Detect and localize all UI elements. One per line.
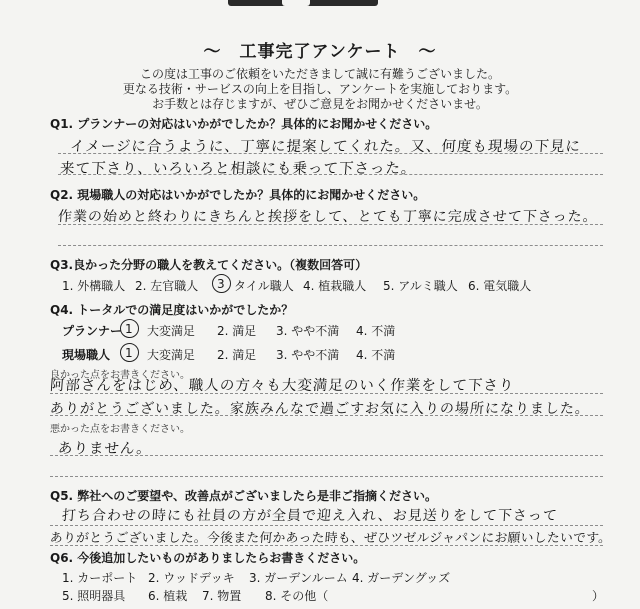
q3-question: Q3.良かった分野の職人を教えてください。（複数回答可） (50, 258, 368, 272)
q2-line-2 (58, 245, 603, 246)
q3-option-5: 5. アルミ職人 (383, 279, 458, 293)
q5-line-1 (50, 525, 603, 526)
q6-option-1: 1. カーポート (62, 571, 138, 585)
q2-question: Q2. 現場職人の対応はいかがでしたか？具体的にお聞かせください。 (50, 188, 426, 202)
q5-question: Q5. 弊社へのご要望や、改善点がございましたら是非ご指摘ください。 (50, 489, 438, 503)
cropped-heading-gap (282, 0, 310, 6)
q3-option-2: 2. 左官職人 (135, 279, 199, 293)
q4-craftsman-option-2: 2. 満足 (217, 348, 257, 362)
intro-line-3: お手数とは存じますが、ぜひご意見をお聞かせくださいませ。 (152, 97, 488, 111)
q6-option-8-close: ） (592, 589, 605, 603)
q6-option-5: 5. 照明器具 (62, 589, 126, 603)
q1-question: Q1. プランナーの対応はいかがでしたか？具体的にお聞かせください。 (50, 117, 438, 131)
q4-good-answer-line-1: 阿部さんをはじめ、職人の方々も大変満足のいく作業をして下さり (49, 378, 515, 394)
q5-answer-line-2: ありがとうございました。今後また何かあった時も、ぜひツゼルジャパンにお願いしたいです。 (49, 531, 612, 546)
cropped-top-edge (0, 0, 640, 14)
q4-planner-option-4: 4. 不満 (356, 324, 396, 338)
q3-option-6: 6. 電気職人 (468, 279, 532, 293)
intro-line-1: この度は工事のご依頼をいただきまして誠に有難うございました。 (139, 67, 500, 81)
q6-question: Q6. 今後追加したいものがありましたらお書きください。 (50, 551, 366, 565)
q4-craftsman-option-1-number: 1 (125, 346, 133, 360)
q4-planner-label: プランナー (62, 324, 123, 338)
q5-answer-line-1: 打ち合わせの時にも社員の方が全員で迎え入れ、お見送りをして下さって (61, 508, 559, 524)
q4-craftsman-option-4: 4. 不満 (356, 348, 396, 362)
q6-option-7: 7. 物置 (202, 589, 242, 603)
q6-option-3: 3. ガーデンルーム (249, 571, 348, 585)
q4-good-points-label: 良かった点をお書きください。 (50, 370, 190, 381)
intro-line-2: 更なる技術・サービスの向上を目指し、アンケートを実施しております。 (122, 82, 518, 96)
q4-craftsman-label: 現場職人 (62, 348, 111, 362)
q4-craftsman-option-3: 3. やや不満 (276, 348, 340, 362)
q4-bad-points-label: 悪かった点をお書きください。 (50, 424, 190, 435)
q1-answer-line-1: イメージに合うように、丁寧に提案してくれた。又、何度も現場の下見に (69, 139, 582, 155)
q4-good-answer-line-2: ありがとうございました。家族みんなで過ごすお気に入りの場所になりました。 (49, 401, 591, 417)
q4-question: Q4. トータルでの満足度はいかがでしたか？ (50, 303, 294, 317)
q4-planner-option-1-number: 1 (125, 322, 133, 336)
q3-option-1: 1. 外構職人 (62, 279, 126, 293)
q6-option-8: 8. その他（ (265, 589, 329, 603)
q4-planner-option-1-label: 大変満足 (147, 324, 196, 338)
q1-answer-line-2: 来て下さり、いろいろと相談にも乗って下さった。 (59, 161, 417, 177)
q6-option-2: 2. ウッドデッキ (148, 571, 235, 585)
q4-craftsman-option-1-label: 大変満足 (147, 348, 196, 362)
q3-option-3-label: タイル職人 (234, 279, 294, 293)
q6-option-6: 6. 植栽 (148, 589, 188, 603)
page-title: ～ 工事完了アンケート ～ (203, 42, 437, 62)
q3-option-4: 4. 植栽職人 (303, 279, 367, 293)
q4-planner-option-2: 2. 満足 (217, 324, 257, 338)
q4-planner-option-3: 3. やや不満 (276, 324, 340, 338)
q2-answer: 作業の始めと終わりにきちんと挨拶をして、とても丁寧に完成させて下さった。 (57, 209, 599, 225)
q3-option-3-number: 3 (217, 277, 225, 291)
q4-bad-line-2 (50, 476, 603, 477)
q4-bad-answer: ありません。 (57, 441, 153, 457)
q6-option-4: 4. ガーデングッズ (352, 571, 451, 585)
